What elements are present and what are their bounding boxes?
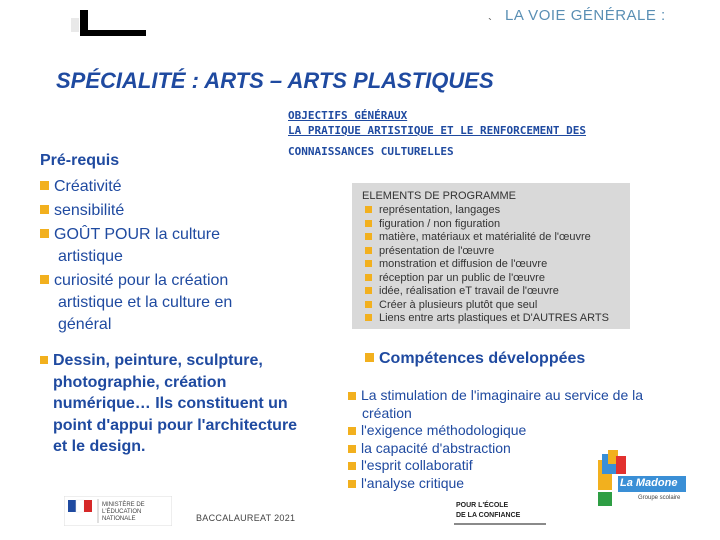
- list-item: réception par un public de l'œuvre: [365, 272, 625, 286]
- list-item: l'exigence méthodologique: [348, 422, 678, 440]
- list-item: idée, réalisation eT travail de l'œuvre: [365, 285, 625, 299]
- ministere-logo: [64, 496, 172, 526]
- page-title: SPÉCIALITÉ : ARTS – ARTS PLASTIQUES: [56, 68, 494, 93]
- bullet-icon: [40, 181, 49, 190]
- list-item: l'analyse critique: [348, 475, 678, 493]
- baccalaureat-label: BACCALAUREAT 2021: [196, 513, 296, 523]
- madone-name: La Madone: [620, 477, 678, 489]
- bullet-icon: [348, 480, 356, 488]
- bullet-icon: [40, 205, 49, 214]
- ecole-confiance-logo: [450, 500, 550, 528]
- bullet-icon: [365, 260, 372, 267]
- objectifs-block: [288, 108, 586, 159]
- list-item: Créativité: [40, 176, 280, 198]
- list-item: [40, 350, 310, 458]
- list-item: représentation, langages: [365, 204, 625, 218]
- bullet-icon: [365, 247, 372, 254]
- programme-title: ELEMENTS DE PROGRAMME: [362, 190, 517, 202]
- confiance-line1: POUR L'ÉCOLE: [456, 502, 509, 509]
- competences-title: Compétences développées: [365, 350, 585, 368]
- list-item: sensibilité: [40, 200, 280, 222]
- corner-decoration: [71, 18, 79, 32]
- bullet-icon: [365, 353, 374, 362]
- techniques-list: [40, 350, 310, 458]
- bullet-icon: [365, 220, 372, 227]
- bullet-icon: [40, 275, 49, 284]
- list-item: curiosité pour la création artistique et la culture en général: [40, 270, 280, 336]
- madone-subtitle: Groupe scolaire: [638, 495, 681, 501]
- objectifs-line1: LA PRATIQUE ARTISTIQUE ET LE RENFORCEMENT DES: [288, 124, 587, 137]
- bullet-icon: [348, 445, 356, 453]
- list-item: matière, matériaux et matérialité de l'œuvre: [365, 231, 625, 245]
- prerequis-title: Pré-requis: [40, 152, 120, 169]
- list-item: figuration / non figuration: [365, 218, 625, 232]
- bullet-icon: [348, 427, 356, 435]
- list-item: monstration et diffusion de l'œuvre: [365, 258, 625, 272]
- bullet-icon: [365, 274, 372, 281]
- list-item: l'esprit collaboratif: [348, 457, 678, 475]
- bullet-icon: [365, 287, 372, 294]
- bullet-icon: [40, 229, 49, 238]
- list-item: présentation de l'œuvre: [365, 245, 625, 259]
- header-section-title: LA VOIE GÉNÉRALE :: [505, 7, 666, 24]
- techniques-text: Dessin, peinture, sculpture, photographie, création numérique… Ils constituent un point d'appui pour l'architecture et le design.: [53, 352, 298, 455]
- list-item: Créer à plusieurs plutôt que seul: [365, 299, 625, 313]
- list-item: GOÛT POUR la culture artistique: [40, 224, 280, 268]
- bullet-icon: [365, 301, 372, 308]
- list-item: Liens entre arts plastiques et D'AUTRES ARTS: [365, 312, 625, 326]
- header-tick: `: [488, 16, 492, 30]
- bullet-icon: [40, 356, 48, 364]
- confiance-line2: DE LA CONFIANCE: [456, 512, 521, 519]
- bullet-icon: [365, 314, 372, 321]
- programme-list: [365, 204, 625, 326]
- objectifs-heading: OBJECTIFS GÉNÉRAUX: [288, 109, 408, 122]
- bullet-icon: [348, 392, 356, 400]
- list-item: La stimulation de l'imaginaire au service de la création: [348, 387, 678, 422]
- objectifs-line2: CONNAISSANCES CULTURELLES: [288, 145, 454, 158]
- bullet-icon: [365, 233, 372, 240]
- la-madone-logo: [598, 450, 688, 508]
- ministere-text: MINISTÈRE DE L'ÉDUCATION NATIONALE: [102, 502, 145, 522]
- list-item: la capacité d'abstraction: [348, 440, 678, 458]
- bullet-icon: [348, 462, 356, 470]
- bullet-icon: [365, 206, 372, 213]
- bracket-decoration-base: [80, 30, 146, 36]
- prerequis-list: [40, 176, 280, 338]
